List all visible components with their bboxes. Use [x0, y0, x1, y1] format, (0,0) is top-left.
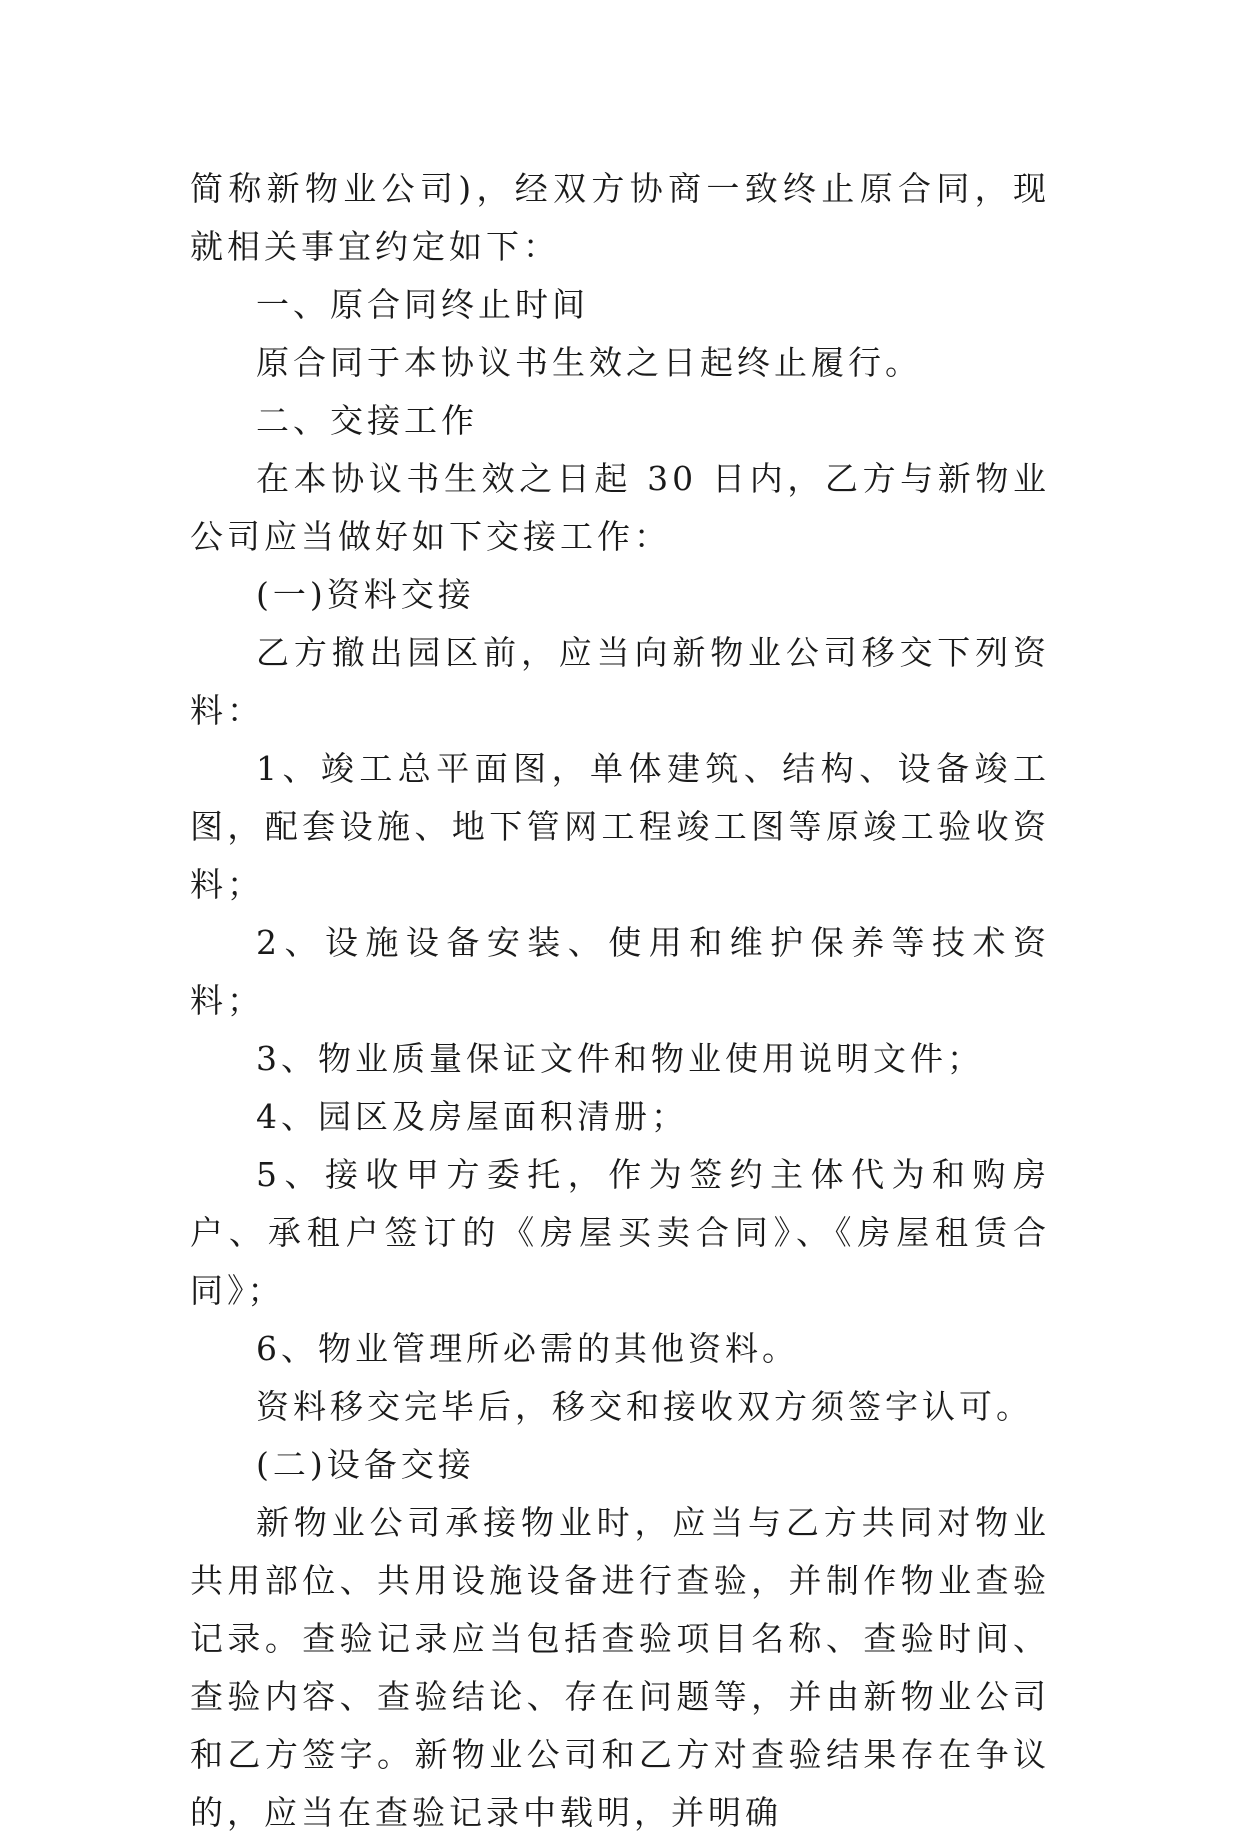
- subsection-heading-documents: (一)资料交接: [256, 575, 475, 614]
- paragraph: 乙方撤出园区前，应当向新物业公司移交下列资料：: [190, 633, 1050, 730]
- list-item: 4、园区及房屋面积清册；: [256, 1097, 688, 1136]
- paragraph: 原合同于本协议书生效之日起终止履行。: [256, 343, 922, 382]
- section-heading-handover: 二、交接工作: [256, 401, 478, 440]
- paragraph: 资料移交完毕后，移交和接收双方须签字认可。: [256, 1387, 1033, 1426]
- paragraph: 新物业公司承接物业时，应当与乙方共同对物业共用部位、共用设施设备进行查验，并制作物业查验记录。查验记录应当包括查验项目名称、查验时间、查验内容、查验结论、存在问题等，并由新物业公司和乙方签字。新物业公司和乙方对查验结果存在争议的，应当在查验记录中载明，并明确: [190, 1503, 1050, 1832]
- paragraph: 在本协议书生效之日起 30 日内，乙方与新物业公司应当做好如下交接工作：: [190, 459, 1050, 556]
- list-item: 1、竣工总平面图，单体建筑、结构、设备竣工图，配套设施、地下管网工程竣工图等原竣工验收资料；: [190, 749, 1050, 904]
- document-body: [190, 160, 1050, 1842]
- list-item: 5、接收甲方委托，作为签约主体代为和购房户、承租户签订的《房屋买卖合同》、《房屋租赁合同》；: [190, 1155, 1050, 1310]
- list-item: 3、物业质量保证文件和物业使用说明文件；: [256, 1039, 984, 1078]
- list-item: 6、物业管理所必需的其他资料。: [256, 1329, 799, 1368]
- paragraph: 简称新物业公司)，经双方协商一致终止原合同，现就相关事宜约定如下：: [190, 169, 1050, 266]
- list-item: 2、设施设备安装、使用和维护保养等技术资料；: [190, 923, 1050, 1020]
- section-heading-termination: 一、原合同终止时间: [256, 285, 589, 324]
- subsection-heading-equipment: (二)设备交接: [256, 1445, 475, 1484]
